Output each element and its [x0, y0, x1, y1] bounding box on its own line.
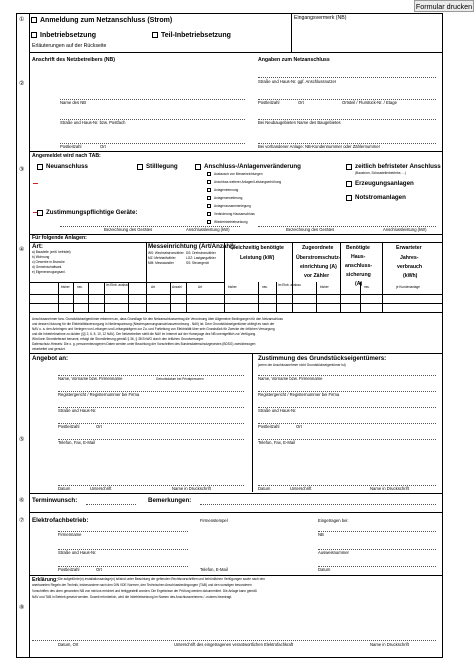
teil-inbetriebsetzung-checkbox[interactable] [152, 32, 158, 38]
table-col-divider [224, 242, 225, 294]
sub-checkbox-7[interactable] [207, 220, 211, 224]
stilllegung-checkbox[interactable] [137, 164, 143, 170]
eingangsvermerk-divider [291, 13, 292, 52]
mess-right-1: DS: Drehstromzähler [186, 251, 216, 255]
messeinrichtung-heading: Messeinrichtung (Art/Anzahl): [148, 243, 237, 250]
sub-item-5-label: Anlagenzusammenlegung [214, 204, 251, 208]
table-col-divider [146, 242, 147, 294]
zugeordnete-heading-4: vor Zähler [304, 273, 330, 279]
erwarteter-heading-2: Jahres- [400, 255, 419, 261]
legal-line-1: Anschlussnehmer bzw. Grundstückseigentümer erkennen an, dass Grundlage für den Netzanschlussvertrag die Verordnung über Allgemeine Bedingungen für den Netzanschluss [32, 317, 283, 321]
eingangsvermerk-label: Eingangsvermerk (NB) [294, 15, 347, 21]
sub-neu-2: neu [262, 285, 268, 289]
section-divider [29, 353, 443, 354]
number-column-divider [29, 13, 30, 658]
veraenderung-label: Anschluss-/Anlagenveränderung [204, 163, 301, 170]
mess-right-3: SS: Steuergerät [186, 261, 209, 265]
erklaerung-line-1: Die aufgeführte(n) Installationsanlage(n) ist/sind unter Beachtung der geltenden Rechtsvorschriften und behördlichen Verfügungen sowie nach den [58, 577, 265, 581]
zeitlich-label: zeitlich befristeter Anschluss [355, 163, 441, 170]
row-number-7: ⑦ [19, 518, 25, 524]
benoetigte-heading-4: sicherung [346, 272, 371, 278]
datum-r-label: Datum [258, 486, 271, 491]
mess-left-2: MZ: Mehrtarifzähler [148, 256, 176, 260]
ausweis-label: Ausweisnummer [318, 550, 349, 555]
row-number-8: ⑧ [19, 605, 25, 611]
benoetigte-heading-5: (A) [355, 281, 363, 287]
art-item-b: b) Wohnung [32, 255, 50, 259]
nb-line[interactable] [318, 531, 436, 532]
name-r-label: Name, Vorname bzw. Firmenname [258, 376, 323, 381]
eingetragen-label: Eingetragen bei: [318, 518, 349, 523]
telefon-label: Telefon, Fax, E-Mail [58, 440, 96, 445]
notstrom-label: Notstromanlagen [355, 194, 406, 201]
sub-art-2: Art [198, 285, 203, 289]
leistung-2-label: Anschlussleistung (kW) [383, 227, 427, 232]
erklaerung-line-2: anerkannten Regeln der Technik, insbesondere nach den DIN VDE Normen, den Technischen Anschlussbedingungen (TAB) und den sonstigen besonderen [32, 583, 252, 587]
legal-line-7: verarbeitet und genutzt. [32, 347, 66, 351]
telefon-7-label: Telefon, E-Mail [200, 567, 228, 572]
row-number-6: ⑥ [19, 498, 25, 504]
unterschrift-r-label: Unterschrift [290, 486, 312, 491]
strasse-7-label: Straße und Haus-Nr. [58, 550, 97, 555]
name-nb-label: Name des NB [60, 100, 87, 105]
benoetigte-heading-2: Haus- [351, 254, 366, 260]
strasse-nb-label: Straße und Haus-Nr. bzw. Postfach [60, 120, 126, 125]
zugeordnete-heading-3: einrichtung (A) [300, 264, 337, 270]
name-druck-label: Name in Druckschrift [172, 486, 211, 491]
datum-7-label: Datum [318, 567, 331, 572]
plz-line[interactable] [58, 423, 244, 424]
elektrofach-heading: Elektrofachbetrieb: [32, 517, 89, 524]
legal-line-6: Datenschutz-Hinweis: Die o. g. personenbezogenen Daten werden unter Beachtung der Vorschriften des Bundesdatenschutzgesetzes (BDSG) zweckbezogen [32, 342, 256, 346]
sub-checkbox-4[interactable] [207, 196, 211, 200]
section-divider [29, 512, 443, 513]
zustimmung-heading: Zustimmung des Grundstückseigentümers: [258, 355, 387, 362]
strasse-anschluss-line[interactable] [258, 77, 436, 78]
neuanschluss-checkbox[interactable] [37, 164, 43, 170]
bemerkungen-line[interactable] [200, 504, 436, 505]
sub-bisher-3: bisher [320, 285, 329, 289]
sub-col [58, 282, 59, 312]
erzeugung-checkbox[interactable] [346, 181, 352, 187]
firmenname-label: Firmenname [58, 532, 82, 537]
plz-r-line[interactable] [258, 423, 436, 424]
table-col-divider [382, 242, 383, 294]
firmenstempel-label: Firmenstempel [200, 518, 228, 523]
signature-line[interactable] [32, 640, 436, 641]
print-form-button[interactable]: Formular drucken [415, 2, 473, 11]
sub-bisher-1: bisher [61, 285, 70, 289]
data-row-line [29, 303, 443, 304]
strasse-label: Straße und Haus-Nr. [58, 408, 97, 413]
sub-item-6-label: Veränderung Hausanschluss [214, 212, 255, 216]
sub-checkbox-6[interactable] [207, 212, 211, 216]
bez-geraet-2-label: Bezeichnung des Gerätes [286, 227, 335, 232]
sub-checkbox-2[interactable] [207, 180, 211, 184]
mess-left-3: MM: Messwandler [148, 261, 174, 265]
sub-item-3-label: Anlagentrennung [214, 188, 239, 192]
sub-item-7-label: Wiederinbetriebsetzung [214, 220, 248, 224]
erwarteter-heading-3: verbrauch [397, 264, 423, 270]
zustimmung-checkbox[interactable] [37, 210, 43, 216]
erklaerung-label: Erklärung: [32, 577, 58, 583]
row-number-4: ④ [19, 247, 25, 253]
telefon-r-label: Telefon, Fax, E-Mail [258, 440, 296, 445]
sub-einbau-1: im Einb. ausbau [106, 283, 129, 287]
bez-geraet-1-label: Bezeichnung des Gerätes [104, 227, 153, 232]
erwarteter-heading-4: (kWh) [403, 273, 418, 279]
sub-col [316, 282, 317, 312]
unterschrift-label: Unterschrift [90, 486, 112, 491]
plz-nb-label: Postleitzahl [60, 144, 82, 149]
unterschrift-8-label: Unterschrift des eingetragenen verantwortlichen Elektrofachkraft [174, 642, 294, 647]
datum-ort-label: Datum, Ort [58, 642, 79, 647]
notstrom-checkbox[interactable] [346, 195, 352, 201]
sec5-divider [252, 353, 253, 492]
benoetigte-heading-3: anschluss- [345, 263, 373, 269]
row-number-1: ① [19, 17, 25, 23]
data-row-line [29, 312, 443, 313]
section-divider [29, 151, 443, 152]
section-divider [29, 493, 443, 494]
sub-einbau-2: im Einb. ausbau [278, 283, 301, 287]
strasse-r-label: Straße und Haus-Nr. [258, 408, 297, 413]
unterschrift-r-line[interactable] [258, 485, 436, 486]
ortsteil-label: Ortsteil / Flurstück-Nr. / Etage [342, 100, 397, 105]
gleichzeitig-heading-1: Gleichzeitig benötigte [230, 245, 284, 251]
sub-anzahl-1: Anzahl [172, 285, 182, 289]
register-r-label: Registergericht / Registernummer bei Firma [258, 392, 340, 397]
name-druck-r-label: Name in Druckschrift [370, 486, 409, 491]
art-item-e: e) Eigenerzeugungsanl. [32, 270, 66, 274]
sub-col [258, 282, 259, 312]
section-divider [29, 575, 443, 576]
angemeldet-heading: Angemeldet wird nach TAB: [32, 153, 101, 159]
sub-neu-1: neu [77, 285, 83, 289]
zeitlich-checkbox[interactable] [346, 164, 352, 170]
leistung-1-label: Anschlussleistung (kW) [186, 227, 230, 232]
sub-item-4-label: Anlagenerweiterung [214, 196, 243, 200]
art-heading: Art: [32, 243, 43, 250]
terminwunsch-label: Terminwunsch: [32, 497, 78, 504]
sub-col [170, 282, 171, 312]
zustimmung-subheading: (wenn der Anschlussnehmer nicht Grundstückseigentümer ist) [258, 363, 346, 367]
register-label: Registergericht / Registernummer bei Firma [58, 392, 140, 397]
anmeldung-checkbox[interactable] [31, 17, 37, 23]
erwarteter-heading-1: Erwarteter [396, 245, 422, 251]
name-druck-8-label: Name in Druckschrift [370, 642, 409, 647]
terminwunsch-line[interactable] [86, 504, 136, 505]
strasse-anschluss-label: Straße und Haus-Nr. ggf. Anschlussnutzer [258, 79, 337, 84]
art-item-d: d) Gemeinschaftsanl. [32, 265, 63, 269]
zustimmung-label: Zustimmungspflichtige Geräte: [46, 209, 138, 216]
veraenderung-checkbox[interactable] [195, 164, 201, 170]
section-divider [29, 52, 443, 53]
plz-anschluss-label: Postleitzahl [258, 100, 280, 105]
ort-7-label: Ort [96, 567, 102, 572]
plz-label: Postleitzahl [58, 424, 80, 429]
plz-nb-line[interactable] [60, 143, 245, 144]
neuanschluss-label: Neuanschluss [46, 163, 88, 170]
sub-neu-3: neu [364, 285, 370, 289]
unterschrift-line[interactable] [58, 485, 244, 486]
anmeldung-label: Anmeldung zum Netzanschluss (Strom) [40, 17, 173, 24]
teil-inbetriebsetzung-label: Teil-Inbetriebsetzung [161, 32, 231, 39]
subheader-bottom-line [29, 294, 443, 295]
geburt-label: Geburtsdatum bei Privatpersonen [156, 377, 204, 381]
sub-checkbox-3[interactable] [207, 188, 211, 192]
inbetriebsetzung-checkbox[interactable] [31, 32, 37, 38]
erklaerung-line-3: Vorschriften des oben genannten NB von mir/uns errichtet und fertiggestellt worden. Die Ergebnisse der Prüfung werden dokumentiert. Die Anlage kann gemäß [32, 589, 257, 593]
sub-bisher-2: bisher [228, 285, 237, 289]
row-number-2: ② [19, 81, 25, 87]
datum-label: Datum [58, 486, 71, 491]
gleichzeitig-heading-2: Leistung (kW) [240, 255, 275, 261]
sub-item-2-label: Anschluss weiterer Anlagen/Leistungserhöhung [214, 180, 282, 184]
plz-7-label: Postleitzahl [58, 567, 80, 572]
mess-right-2: LGZ: Lastgangzähler [186, 256, 216, 260]
sub-col [104, 282, 105, 312]
sub-art-1: Art [151, 285, 156, 289]
legal-line-4: und die Inbetriebnahme zu dulden (§§ 2, 6, 8, 10, 12 NAV). Der Netzbetreiber stellt die NAV im Internet auf der Homepage des NB unentgeltlich zur Verfügung. [32, 332, 257, 336]
sub-item-1-label: Austausch von Messeinrichtungen [214, 172, 263, 176]
sub-checkbox-1[interactable] [207, 172, 211, 176]
sub-col [88, 282, 89, 312]
inbetriebsetzung-label: Inbetriebsetzung [40, 32, 97, 39]
mess-left-1: WS: Wechselstromzähler [148, 251, 184, 255]
sub-col [276, 282, 277, 312]
sub-col [360, 282, 361, 312]
row-number-3: ③ [19, 167, 25, 173]
zugeordnete-heading-1: Zugeordnete [302, 245, 334, 251]
ort-nb-label: Ort [100, 144, 106, 149]
legal-line-5: Wird kein Stromlieferant benannt, erfolgt die Stromlieferung gemäß § 36, § 38 EnWG durch den örtlichen Grundversorger. [32, 337, 204, 341]
benoetigte-heading-1: Benötigte [346, 245, 370, 251]
nb-label: NB [318, 532, 324, 537]
ort-label: Ort [96, 424, 102, 429]
vorhanden-label: Bei vorhandener Anlage: NB-Kundennummer oder Zählernummer [258, 144, 380, 149]
table-col-divider [340, 242, 341, 294]
sub-checkbox-5[interactable] [207, 204, 211, 208]
required-mark [33, 183, 38, 184]
anlagen-heading: Für folgende Anlagen: [32, 235, 87, 241]
plz-r-label: Postleitzahl [258, 424, 280, 429]
erzeugung-label: Erzeugungsanlagen [355, 180, 414, 187]
angaben-anschluss-heading: Angaben zum Netzanschluss [258, 57, 330, 63]
ort-anschluss-label: Ort [298, 100, 304, 105]
anlagen-header-line [29, 242, 443, 243]
zugeordnete-heading-2: Überstromschutz- [296, 255, 341, 261]
datum-7-line[interactable] [318, 566, 436, 567]
neubau-label: Bei Neubaugebieten Name des Baugebietes [258, 120, 341, 125]
legal-line-2: und dessen Nutzung für die Elektrizitätsversorgung in Niederspannung (Niederspannungsanschlussverordnung - NAV) ist. Dem Grundstückseigentümer obliegt es nach der [32, 322, 275, 326]
art-item-c: c) Gewerbe m.Branche [32, 260, 65, 264]
ort-r-label: Ort [296, 424, 302, 429]
section-divider [29, 234, 443, 235]
sub-kunde: je Kundenanlage [396, 285, 420, 289]
zeitlich-sub-label: (Baustrom, Schaustellerbetriebe, ...) [355, 171, 407, 175]
anschrift-nb-heading: Anschrift des Netzbetreibers (NB) [32, 57, 116, 63]
name-firma-label: Name, Vorname bzw. Firmenname [58, 376, 123, 381]
row-number-5: ⑤ [19, 437, 25, 443]
legal-line-3: NAV u. a. den Anbringen und Verlegen von Leitungen und Leitungsträgern zur Zu- und Fortleitung von Elektrizität über sein Grundstück für Zwecke der örtlichen Versorgung [32, 327, 275, 331]
name-nb-line[interactable] [60, 99, 245, 100]
erlaeuterungen-note: Erläuterungen auf der Rückseite [32, 43, 107, 49]
stilllegung-label: Stilllegung [146, 163, 178, 170]
art-item-a: a) Baustelle (zeitl. befristet) [32, 250, 71, 254]
erklaerung-line-4: NAV und TAB in Betrieb gesetzt werden. Soweit erforderlich, wird die Inbetriebsetzung im Namen des Anschlussnehmers / -nutzers beantragt. [32, 595, 233, 599]
sub-col [186, 282, 187, 312]
sub-col [73, 282, 74, 312]
angebot-heading: Angebot an: [32, 355, 69, 362]
bemerkungen-label: Bemerkungen: [148, 497, 192, 504]
